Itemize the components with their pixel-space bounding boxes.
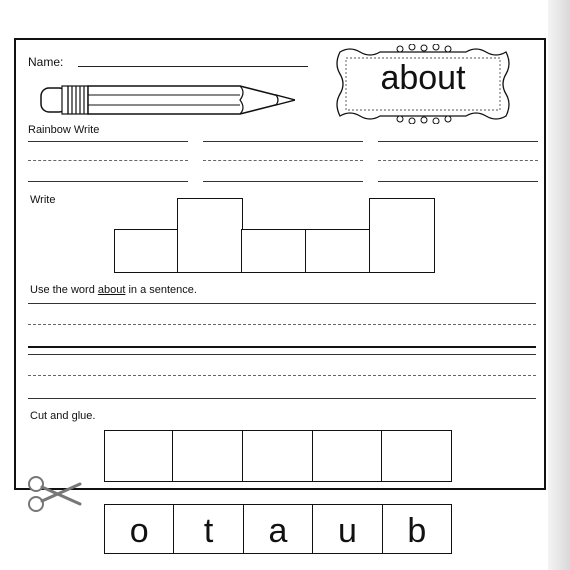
letter-tile-strip (104, 504, 452, 554)
scissors-icon (26, 474, 84, 514)
sentence-line-1-base[interactable] (28, 346, 536, 348)
write-box-1[interactable] (114, 229, 179, 273)
glue-box-3[interactable] (242, 430, 314, 482)
rainbow-line-2-mid (203, 160, 363, 161)
rainbow-line-1-base[interactable] (28, 181, 188, 182)
glue-box-4[interactable] (312, 430, 383, 482)
rainbow-line-3-mid (378, 160, 538, 161)
cut-glue-label: Cut and glue. (30, 410, 96, 422)
sight-word: about (380, 59, 466, 97)
rainbow-line-2-base[interactable] (203, 181, 363, 182)
name-label: Name: (28, 55, 64, 69)
name-line[interactable] (78, 66, 308, 67)
write-box-2[interactable] (177, 198, 243, 273)
glue-box-5[interactable] (381, 430, 452, 482)
sentence-line-2-base[interactable] (28, 398, 536, 399)
sentence-line-2-mid (28, 375, 536, 376)
sentence-line-1-mid (28, 324, 536, 325)
letter-tile[interactable]: t (174, 505, 243, 553)
letter-tile[interactable]: b (407, 512, 427, 550)
rainbow-write-label: Rainbow Write (28, 124, 100, 136)
rainbow-line-2-top (203, 141, 363, 142)
sentence-instruction: Use the word about in a sentence. (30, 284, 197, 296)
rainbow-line-3-base[interactable] (378, 181, 538, 182)
pencil-icon (40, 82, 295, 118)
rainbow-line-1-top (28, 141, 188, 142)
rainbow-line-3-top (378, 141, 538, 142)
letter-tile[interactable]: u (313, 505, 382, 553)
write-label: Write (30, 194, 56, 206)
page-shadow (548, 0, 570, 570)
write-box-3[interactable] (241, 229, 307, 273)
glue-box-2[interactable] (172, 430, 244, 482)
rainbow-line-1-mid (28, 160, 188, 161)
letter-tile[interactable]: a (244, 505, 313, 553)
write-box-4[interactable] (305, 229, 371, 273)
write-box-5[interactable] (369, 198, 435, 273)
glue-box-1[interactable] (104, 430, 174, 482)
letter-tile[interactable]: o (105, 505, 174, 553)
sentence-line-1-top (28, 303, 536, 304)
sentence-word: about (97, 284, 126, 296)
sentence-line-2-top (28, 354, 536, 355)
